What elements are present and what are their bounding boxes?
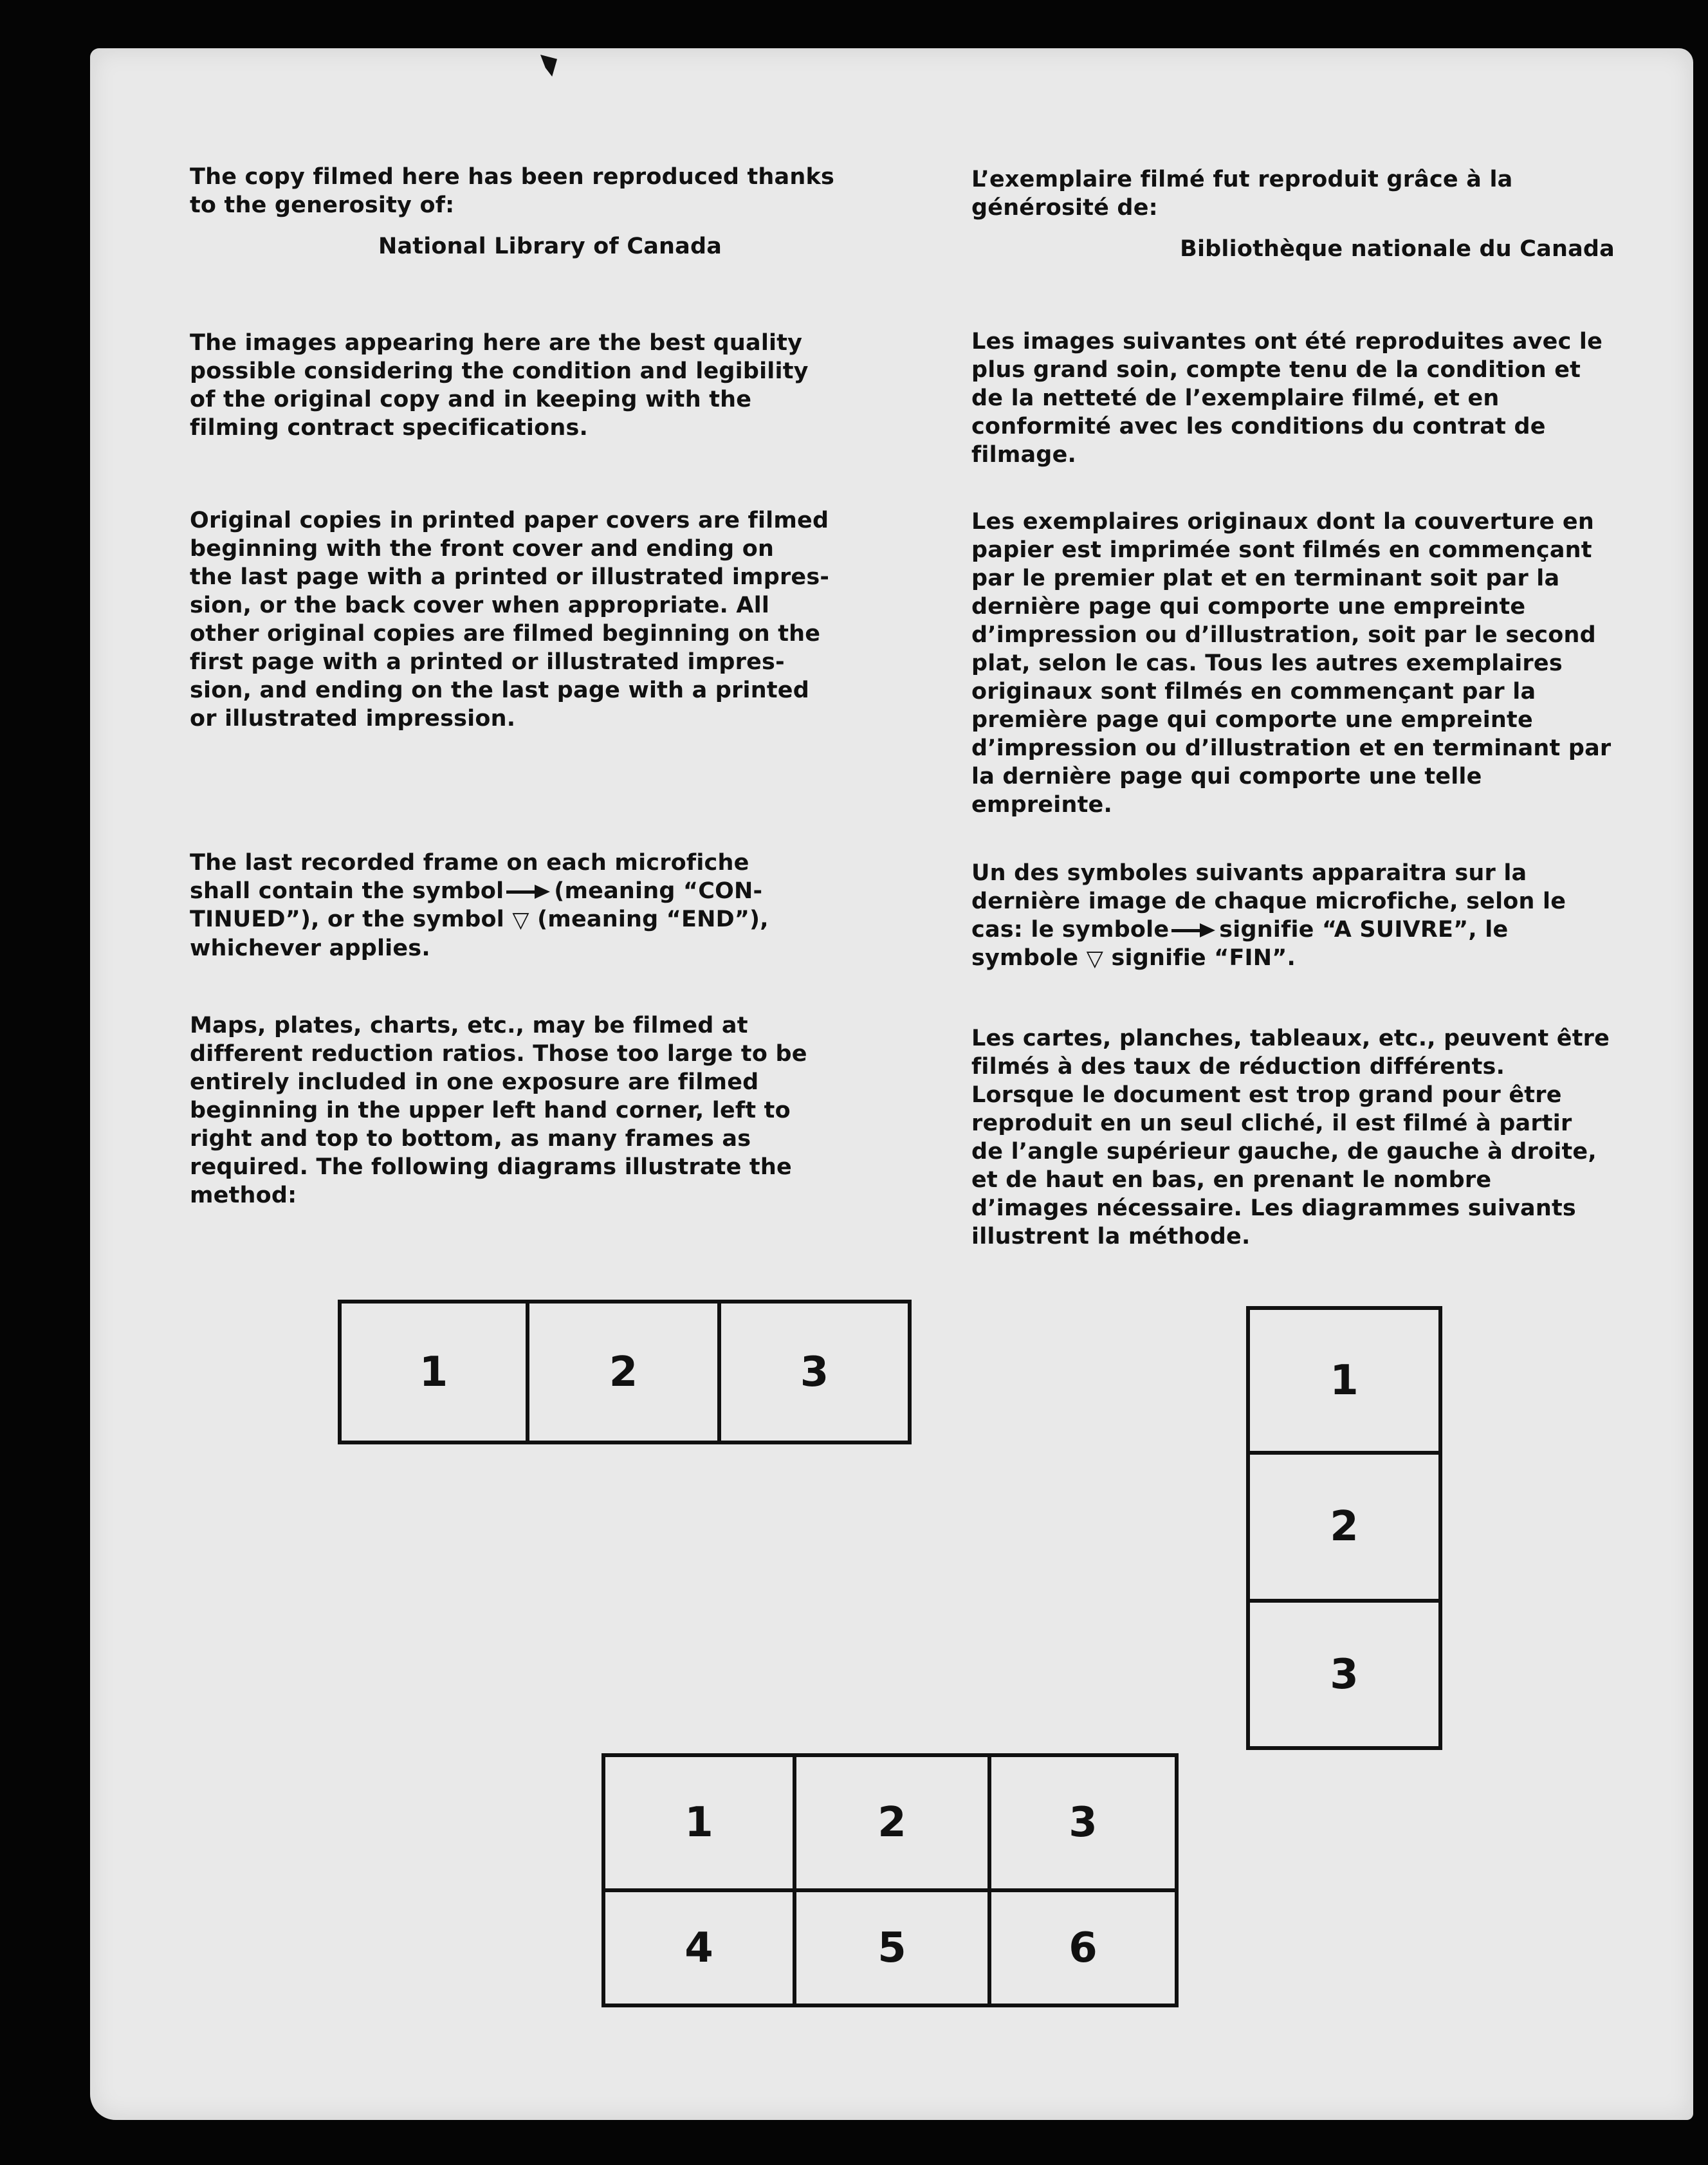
- diagram-cell: 2: [1250, 1455, 1438, 1603]
- diagram-cell: 1: [1250, 1310, 1438, 1455]
- diagram-cell: 1: [342, 1304, 529, 1441]
- intro-text-fr: L’exemplaire filmé fut reproduit grâce à la générosité de:: [971, 167, 1513, 221]
- end-triangle-icon-fr: ▽: [1086, 946, 1104, 972]
- french-column: [971, 165, 1615, 1251]
- end-triangle-icon: ▽: [512, 907, 529, 933]
- institution-name: National Library of Canada: [378, 234, 722, 259]
- continued-arrow-icon: [506, 885, 551, 899]
- continued-arrow-icon-fr: [1171, 923, 1217, 937]
- quality-paragraph-fr: Les images suivantes ont été reproduites avec le plus grand soin, compte tenu de la condition et de la netteté de l’exemplaire filmé, et en conformité avec les conditions du contrat de filmage.: [971, 329, 1603, 468]
- maps-paragraph-fr: Les cartes, planches, tableaux, etc., peuvent être filmés à des taux de réduction différents. Lorsque le document est trop grand pour être reproduit en un seul cliché, il est filmé à partir de l’angle supérieur gauche, de gauche à droite, et de haut en bas, en prenant le nombre d’images nécessaire. Les diagrammes suivants illustrent la méthode.: [971, 1026, 1610, 1249]
- diagram-cell: 3: [991, 1757, 1175, 1892]
- maps-paragraph: Maps, plates, charts, etc., may be filmed at different reduction ratios. Those too large to be entirely included in one exposure are filmed beginning in the upper left hand corner, left to right and top to bottom, as many frames as required. The following diagrams illustrate the method:: [190, 1013, 807, 1208]
- diagram-cell: 1: [605, 1757, 796, 1892]
- diagram-horizontal: [338, 1300, 912, 1444]
- diagram-grid: [601, 1753, 1179, 2007]
- diagram-cell: 4: [605, 1892, 796, 2004]
- diagram-cell: 2: [796, 1757, 991, 1892]
- symbol-paragraph-fr: Un des symboles suivants apparaitra sur la dernière image de chaque microfiche, selon le cas: le symbole signifie “A SUIVRE”, le symbole ▽ signifie “FIN”.: [971, 860, 1566, 972]
- covers-paragraph-fr: Les exemplaires originaux dont la couverture en papier est imprimée sont filmés en commençant par le premier plat et en terminant soit par la dernière page qui comporte une empreinte d’impression ou d’illustration, soit par le second plat, selon le cas. Tous les autres exemplaires originaux sont filmés en commençant par la première page qui comporte une empreinte d’impression ou d’illustration et en terminant par la dernière page qui comporte une telle empreinte.: [971, 509, 1612, 818]
- diagram-cell: 5: [796, 1892, 991, 2004]
- symbol-paragraph: The last recorded frame on each microfiche shall contain the symbol (meaning “CON- TINUED”), or the symbol ▽ (meaning “END”), whichever applies.: [190, 850, 769, 961]
- covers-paragraph: Original copies in printed paper covers are filmed beginning with the front cover and ending on the last page with a printed or illustrated impres- sion, or the back cover when appropriate. All other original copies are filmed beginning on the first page with a printed or illustrated impres- sion, and ending on the last page with a printed or illustrated impression.: [190, 508, 830, 732]
- document-page: [90, 48, 1693, 2120]
- quality-paragraph: The images appearing here are the best quality possible considering the condition and legibility of the original copy and in keeping with the filming contract specifications.: [190, 330, 809, 441]
- institution-name-fr: Bibliothèque nationale du Canada: [1180, 236, 1615, 262]
- film-speck: [540, 55, 557, 77]
- diagram-cell: 2: [529, 1304, 721, 1441]
- intro-text: The copy filmed here has been reproduced thanks to the generosity of:: [190, 164, 834, 218]
- english-column: [190, 163, 846, 1210]
- diagram-cell: 6: [1069, 1924, 1097, 1972]
- diagram-vertical: [1246, 1306, 1442, 1750]
- diagram-cell: 3: [1330, 1650, 1359, 1699]
- diagram-cell: 3: [800, 1348, 829, 1396]
